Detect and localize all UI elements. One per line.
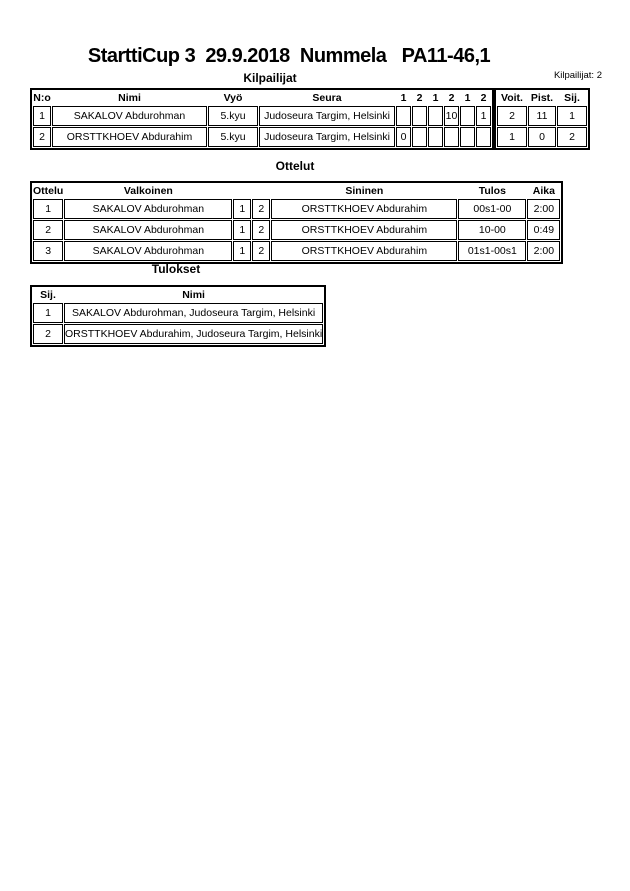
competitor-row — [33, 106, 491, 126]
blue-name-cell: ORSTTKHOEV Abdurahim — [271, 199, 457, 219]
summary-header-row — [497, 91, 587, 105]
competitor-number-cell: 2 — [33, 127, 51, 147]
score-cell — [476, 127, 491, 147]
col-header-blue-num — [252, 184, 270, 198]
wins-cell: 1 — [497, 127, 527, 147]
section-title-ottelut: Ottelut — [275, 159, 315, 173]
competitor-count-label: Kilpailijat: 2 — [553, 70, 602, 81]
white-name-cell: SAKALOV Abdurohman — [64, 241, 232, 261]
tulokset-table — [30, 285, 326, 347]
score-cell — [428, 127, 443, 147]
score-cell — [412, 106, 427, 126]
col-header-ottelu: Ottelu — [33, 185, 64, 197]
points-cell: 0 — [528, 127, 556, 147]
blue-num-cell: 2 — [252, 241, 270, 261]
blue-num-cell: 2 — [252, 220, 270, 240]
col-header-pist: Pist. — [530, 92, 554, 104]
result-cell: 00s1-00 — [458, 199, 526, 219]
col-header-nimi: Nimi — [182, 289, 205, 301]
result-name-cell: SAKALOV Abdurohman, Judoseura Targim, Helsinki — [64, 303, 323, 323]
summary-row — [497, 106, 587, 126]
col-header-white-num — [233, 184, 251, 198]
result-row — [33, 324, 323, 344]
match-row — [33, 220, 560, 240]
score-cell — [412, 127, 427, 147]
col-header-voit: Voit. — [501, 92, 523, 104]
col-header-nimi: Nimi — [118, 92, 141, 104]
match-row — [33, 199, 560, 219]
time-cell: 0:49 — [527, 220, 560, 240]
col-header-seura: Seura — [312, 92, 342, 104]
col-header-valkoinen: Valkoinen — [123, 185, 173, 197]
competitor-club-cell: Judoseura Targim, Helsinki — [259, 127, 395, 147]
competitor-name-cell: SAKALOV Abdurohman — [52, 106, 207, 126]
score-cell: 0 — [396, 127, 411, 147]
kilpailijat-header-row — [33, 91, 491, 105]
col-header-aika: Aika — [532, 185, 555, 197]
summary-row — [497, 127, 587, 147]
match-number-cell: 1 — [33, 199, 63, 219]
wins-cell: 2 — [497, 106, 527, 126]
col-header-score-1: 1 — [400, 92, 407, 104]
competitor-name-cell: ORSTTKHOEV Abdurahim — [52, 127, 207, 147]
blue-name-cell: ORSTTKHOEV Abdurahim — [271, 220, 457, 240]
col-header-score-3: 1 — [432, 92, 439, 104]
score-cell: 1 — [476, 106, 491, 126]
blue-name-cell: ORSTTKHOEV Abdurahim — [271, 241, 457, 261]
section-title-tulokset: Tulokset — [151, 262, 201, 276]
ottelut-header-row — [33, 184, 560, 198]
kilpailijat-table-group — [30, 88, 590, 150]
kilpailijat-summary-table — [494, 88, 590, 150]
time-cell: 2:00 — [527, 199, 560, 219]
competitor-club-cell: Judoseura Targim, Helsinki — [259, 106, 395, 126]
col-header-sij: Sij. — [564, 92, 580, 104]
result-row — [33, 303, 323, 323]
place-cell: 2 — [557, 127, 587, 147]
score-cell — [444, 127, 459, 147]
kilpailijat-table — [30, 88, 494, 150]
col-header-sij: Sij. — [40, 289, 56, 301]
result-name-cell: ORSTTKHOEV Abdurahim, Judoseura Targim, Helsinki — [64, 324, 323, 344]
col-header-tulos: Tulos — [478, 185, 506, 197]
score-cell — [460, 106, 475, 126]
result-cell: 10-00 — [458, 220, 526, 240]
place-cell: 2 — [33, 324, 63, 344]
white-num-cell: 1 — [233, 241, 251, 261]
competitor-row — [33, 127, 491, 147]
section-title-kilpailijat: Kilpailijat — [243, 71, 297, 85]
place-cell: 1 — [33, 303, 63, 323]
score-cell — [396, 106, 411, 126]
col-header-score-5: 1 — [464, 92, 471, 104]
tulokset-header-row — [33, 288, 323, 302]
time-cell: 2:00 — [527, 241, 560, 261]
match-number-cell: 2 — [33, 220, 63, 240]
white-num-cell: 1 — [233, 199, 251, 219]
match-number-cell: 3 — [33, 241, 63, 261]
col-header-score-2: 2 — [416, 92, 423, 104]
score-cell — [460, 127, 475, 147]
col-header-vyo: Vyö — [223, 92, 243, 104]
col-header-score-6: 2 — [480, 92, 487, 104]
page-title: StarttiCup 3 29.9.2018 Nummela PA11-46,1 — [87, 45, 491, 67]
blue-num-cell: 2 — [252, 199, 270, 219]
match-row — [33, 241, 560, 261]
points-cell: 11 — [528, 106, 556, 126]
place-cell: 1 — [557, 106, 587, 126]
competitor-belt-cell: 5.kyu — [208, 127, 258, 147]
competitor-belt-cell: 5.kyu — [208, 106, 258, 126]
result-cell: 01s1-00s1 — [458, 241, 526, 261]
col-header-score-4: 2 — [448, 92, 455, 104]
white-num-cell: 1 — [233, 220, 251, 240]
ottelut-table — [30, 181, 563, 264]
white-name-cell: SAKALOV Abdurohman — [64, 199, 232, 219]
white-name-cell: SAKALOV Abdurohman — [64, 220, 232, 240]
competitor-number-cell: 1 — [33, 106, 51, 126]
score-cell: 10 — [444, 106, 459, 126]
col-header-no: N:o — [33, 92, 51, 104]
col-header-sininen: Sininen — [345, 185, 384, 197]
score-cell — [428, 106, 443, 126]
